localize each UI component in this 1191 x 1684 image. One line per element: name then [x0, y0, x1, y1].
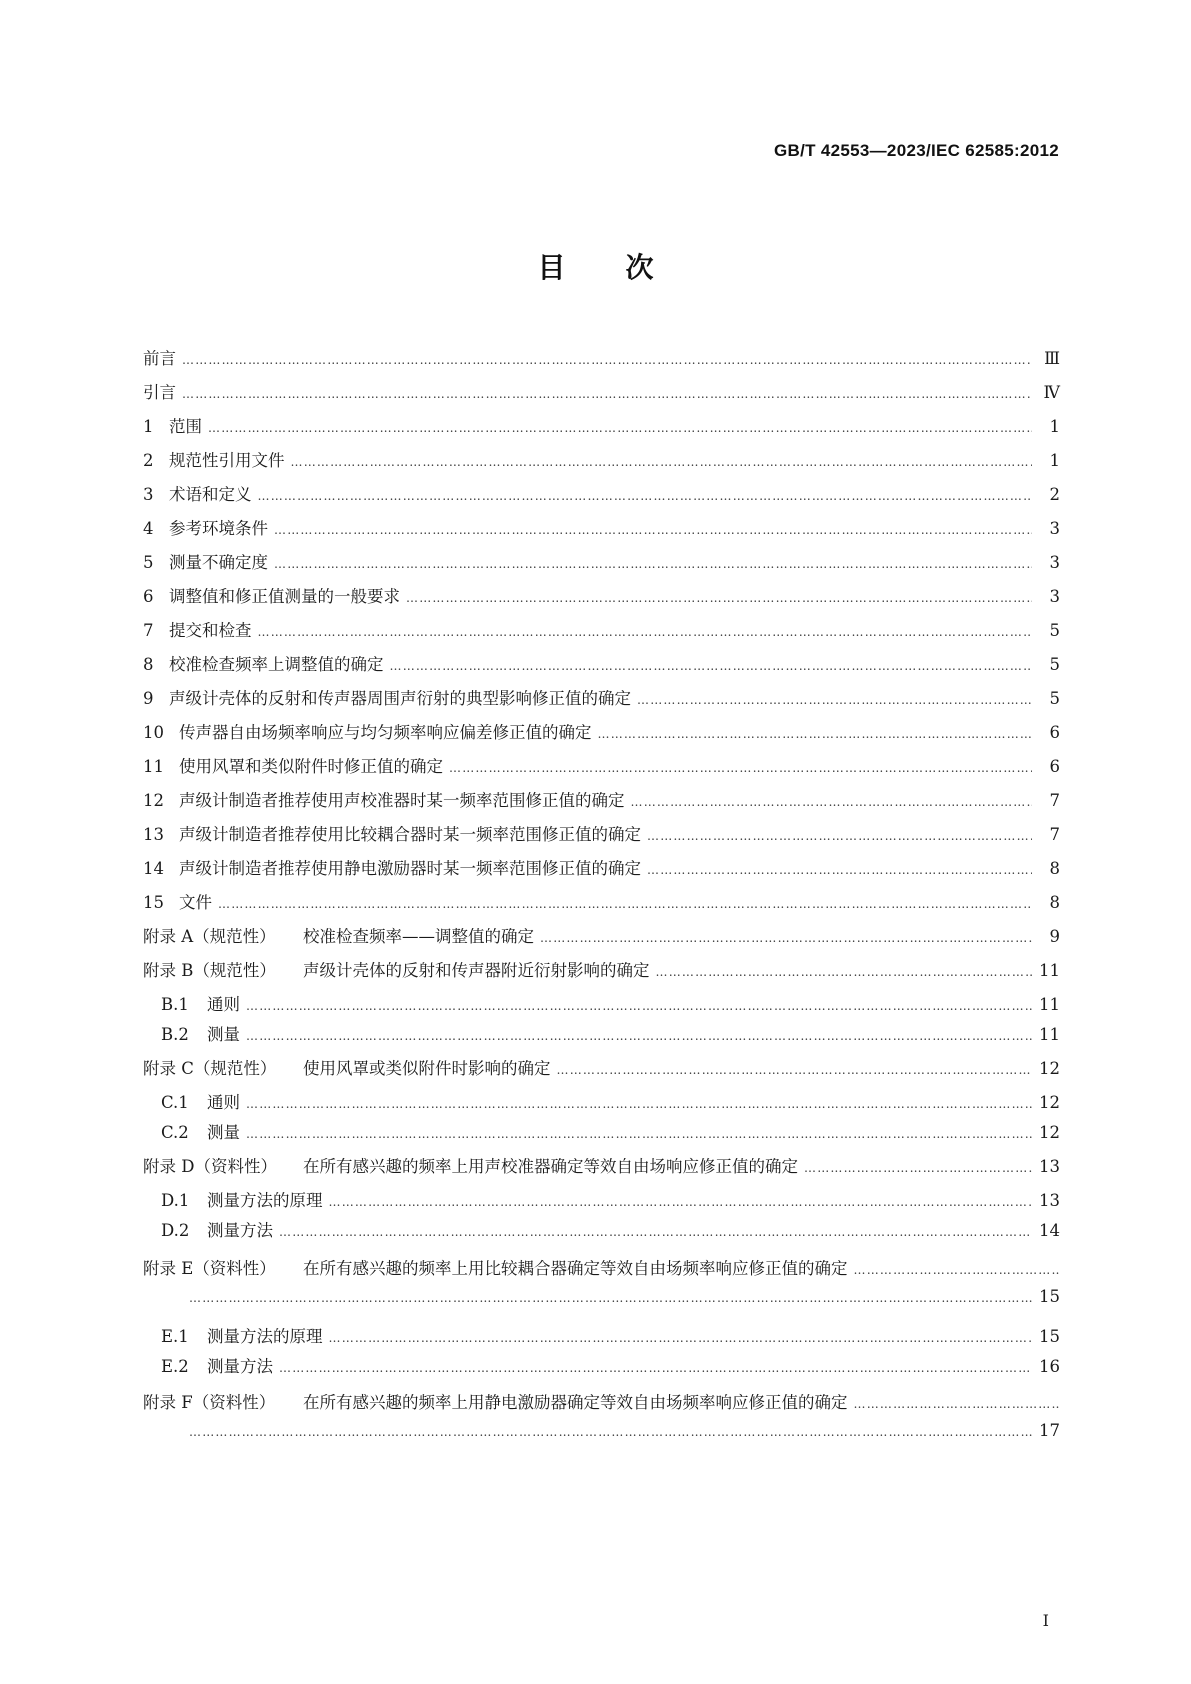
- toc-entry-label: 校准检查频率上调整值的确定: [169, 655, 384, 674]
- toc-entry-label: 提交和检查: [169, 621, 252, 640]
- toc-entry-page: 8: [1049, 859, 1060, 878]
- toc-entry-number: 附录 E（资料性）: [143, 1259, 276, 1278]
- toc-leader-dots: [182, 353, 1032, 367]
- toc-entry-number: 7: [143, 621, 154, 640]
- toc-entry-clause-1[interactable]: [143, 413, 1060, 439]
- toc-entry-page: 9: [1049, 927, 1060, 946]
- toc-leader-dots: [274, 557, 1032, 571]
- toc-entry-label: 使用风罩和类似附件时修正值的确定: [179, 757, 443, 776]
- toc-entry-page: 12: [1039, 1123, 1060, 1142]
- toc-entry-number: D.1: [161, 1191, 190, 1210]
- toc-entry-label: 校准检查频率——调整值的确定: [303, 927, 534, 946]
- toc-entry-label: 声级计制造者推荐使用比较耦合器时某一频率范围修正值的确定: [179, 825, 641, 844]
- toc-entry-number: 5: [143, 553, 154, 572]
- toc-leader-dots: [246, 999, 1032, 1013]
- toc-entry-annex-f-continuation[interactable]: [189, 1421, 1060, 1447]
- toc-entry-c-2[interactable]: [161, 1119, 1060, 1145]
- toc-leader-dots: [279, 1225, 1032, 1239]
- toc-entry-clause-8[interactable]: [143, 651, 1060, 677]
- toc-entry-number: C.2: [161, 1123, 189, 1142]
- toc-entry-clause-2[interactable]: [143, 447, 1060, 473]
- toc-leader-dots: [246, 1127, 1032, 1141]
- toc-entry-label: 测量: [207, 1123, 240, 1142]
- toc-entry-number: 6: [143, 587, 154, 606]
- toc-entry-clause-5[interactable]: [143, 549, 1060, 575]
- toc-entry-page: 11: [1039, 1025, 1060, 1044]
- toc-leader-dots: [854, 1263, 1061, 1277]
- toc-entry-d-2[interactable]: [161, 1217, 1060, 1243]
- toc-entry-page: 15: [1039, 1287, 1060, 1306]
- toc-leader-dots: [258, 625, 1033, 639]
- toc-entry-label: 术语和定义: [169, 485, 252, 504]
- toc-entry-number: 15: [143, 893, 164, 912]
- toc-entry-number: E.1: [161, 1327, 189, 1346]
- toc-entry-d-1[interactable]: [161, 1187, 1060, 1213]
- toc-entry-page: 1: [1049, 451, 1060, 470]
- toc-entry-page: 3: [1049, 519, 1060, 538]
- toc-entry-label: 通则: [207, 995, 240, 1014]
- toc-entry-page: 15: [1039, 1327, 1060, 1346]
- toc-entry-label: 声级计壳体的反射和传声器附近衍射影响的确定: [303, 961, 650, 980]
- toc-entry-label: 测量方法的原理: [207, 1191, 323, 1210]
- toc-entry-clause-4[interactable]: [143, 515, 1060, 541]
- toc-leader-dots: [804, 1161, 1032, 1175]
- toc-entry-label: 引言: [143, 383, 176, 402]
- toc-leader-dots: [449, 761, 1032, 775]
- toc-entry-number: B.1: [161, 995, 189, 1014]
- toc-entry-clause-12[interactable]: [143, 787, 1060, 813]
- toc-entry-number: 附录 C（规范性）: [143, 1059, 277, 1078]
- toc-entry-page: 2: [1049, 485, 1060, 504]
- toc-leader-dots: [182, 387, 1032, 401]
- toc-entry-number: 8: [143, 655, 154, 674]
- toc-entry-label: 在所有感兴趣的频率上用比较耦合器确定等效自由场频率响应修正值的确定: [303, 1259, 848, 1278]
- page-folio: I: [1042, 1611, 1049, 1630]
- toc-entry-clause-13[interactable]: [143, 821, 1060, 847]
- toc-entry-number: 12: [143, 791, 164, 810]
- toc-entry-foreword[interactable]: [143, 345, 1060, 371]
- toc-leader-dots: [598, 727, 1033, 741]
- toc-entry-annex-b[interactable]: [143, 957, 1060, 983]
- toc-entry-number: C.1: [161, 1093, 189, 1112]
- toc-leader-dots: [291, 455, 1033, 469]
- toc-leader-dots: [208, 421, 1032, 435]
- toc-entry-clause-10[interactable]: [143, 719, 1060, 745]
- toc-entry-label: 前言: [143, 349, 176, 368]
- toc-leader-dots: [647, 863, 1032, 877]
- toc-entry-number: 附录 A（规范性）: [143, 927, 276, 946]
- toc-leader-dots: [274, 523, 1032, 537]
- toc-leader-dots: [246, 1029, 1032, 1043]
- toc-entry-number: 10: [143, 723, 164, 742]
- toc-entry-label: 测量不确定度: [169, 553, 268, 572]
- toc-entry-page: 12: [1039, 1059, 1060, 1078]
- toc-entry-number: 附录 F（资料性）: [143, 1393, 276, 1412]
- toc-leader-dots: [854, 1397, 1061, 1411]
- toc-entry-number: 附录 B（规范性）: [143, 961, 276, 980]
- toc-entry-label: 规范性引用文件: [169, 451, 285, 470]
- toc-entry-e-1[interactable]: [161, 1323, 1060, 1349]
- toc-entry-number: 附录 D（资料性）: [143, 1157, 277, 1176]
- toc-leader-dots: [258, 489, 1033, 503]
- toc-entry-clause-6[interactable]: [143, 583, 1060, 609]
- toc-leader-dots: [246, 1097, 1032, 1111]
- toc-entry-b-2[interactable]: [161, 1021, 1060, 1047]
- toc-leader-dots: [540, 931, 1032, 945]
- toc-entry-number: 11: [143, 757, 164, 776]
- toc-entry-page: Ⅳ: [1043, 383, 1060, 402]
- toc-entry-annex-e[interactable]: [143, 1255, 1060, 1281]
- toc-entry-e-2[interactable]: [161, 1353, 1060, 1379]
- toc-entry-clause-3[interactable]: [143, 481, 1060, 507]
- toc-entry-page: Ⅲ: [1044, 349, 1060, 368]
- toc-entry-page: 3: [1049, 587, 1060, 606]
- toc-leader-dots: [557, 1063, 1033, 1077]
- toc-entry-label: 声级计壳体的反射和传声器周围声衍射的典型影响修正值的确定: [169, 689, 631, 708]
- toc-entry-label: 测量方法的原理: [207, 1327, 323, 1346]
- toc-entry-page: 11: [1039, 995, 1060, 1014]
- toc-leader-dots: [406, 591, 1032, 605]
- toc-entry-page: 12: [1039, 1093, 1060, 1112]
- toc-entry-page: 6: [1049, 723, 1060, 742]
- toc-entry-label: 声级计制造者推荐使用静电激励器时某一频率范围修正值的确定: [179, 859, 641, 878]
- toc-entry-number: 4: [143, 519, 154, 538]
- toc-entry-page: 5: [1049, 655, 1060, 674]
- toc-entry-label: 调整值和修正值测量的一般要求: [169, 587, 400, 606]
- page-title: 目次: [537, 251, 714, 284]
- toc-entry-number: D.2: [161, 1221, 190, 1240]
- toc-entry-label: 参考环境条件: [169, 519, 268, 538]
- toc-entry-b-1[interactable]: [161, 991, 1060, 1017]
- toc-entry-label: 通则: [207, 1093, 240, 1112]
- toc-entry-label: 传声器自由场频率响应与均匀频率响应偏差修正值的确定: [179, 723, 592, 742]
- toc-entry-label: 测量: [207, 1025, 240, 1044]
- toc-entry-page: 6: [1049, 757, 1060, 776]
- toc-entry-label: 声级计制造者推荐使用声校准器时某一频率范围修正值的确定: [179, 791, 625, 810]
- toc-entry-annex-f[interactable]: [143, 1389, 1060, 1415]
- toc-entry-page: 16: [1039, 1357, 1060, 1376]
- toc-leader-dots: [656, 965, 1033, 979]
- toc-entry-label: 在所有感兴趣的频率上用静电激励器确定等效自由场频率响应修正值的确定: [303, 1393, 848, 1412]
- toc-entry-page: 13: [1039, 1157, 1060, 1176]
- toc-entry-annex-a[interactable]: [143, 923, 1060, 949]
- toc-entry-number: 2: [143, 451, 154, 470]
- toc-entry-number: 3: [143, 485, 154, 504]
- toc-leader-dots: [637, 693, 1032, 707]
- toc-leader-dots: [390, 659, 1033, 673]
- toc-entry-label: 测量方法: [207, 1357, 273, 1376]
- toc-leader-dots: [329, 1331, 1033, 1345]
- toc-entry-annex-e-continuation[interactable]: [189, 1287, 1060, 1313]
- toc-entry-page: 3: [1049, 553, 1060, 572]
- toc-leader-dots: [647, 829, 1032, 843]
- toc-entry-label: 文件: [179, 893, 212, 912]
- toc-entry-page: 7: [1049, 791, 1060, 810]
- toc-entry-label: 范围: [169, 417, 202, 436]
- toc-entry-clause-7[interactable]: [143, 617, 1060, 643]
- toc-leader-dots: [329, 1195, 1033, 1209]
- toc-entry-label: 使用风罩或类似附件时影响的确定: [303, 1059, 551, 1078]
- toc-entry-page: 14: [1039, 1221, 1060, 1240]
- toc-entry-number: 9: [143, 689, 154, 708]
- toc-entry-label: 测量方法: [207, 1221, 273, 1240]
- toc-entry-annex-c[interactable]: [143, 1055, 1060, 1081]
- toc-leader-dots: [189, 1291, 1032, 1305]
- toc-entry-page: 1: [1049, 417, 1060, 436]
- toc-leader-dots: [218, 897, 1032, 911]
- toc-entry-page: 5: [1049, 689, 1060, 708]
- toc-leader-dots: [279, 1361, 1032, 1375]
- standard-number: GB/T 42553—2023/IEC 62585:2012: [774, 141, 1059, 160]
- toc-entry-annex-d[interactable]: [143, 1153, 1060, 1179]
- toc-entry-page: 11: [1039, 961, 1060, 980]
- toc-entry-page: 8: [1049, 893, 1060, 912]
- toc-entry-number: E.2: [161, 1357, 189, 1376]
- toc-entry-clause-15[interactable]: [143, 889, 1060, 915]
- toc-entry-number: 1: [143, 417, 154, 436]
- toc-entry-page: 13: [1039, 1191, 1060, 1210]
- toc-entry-page: 5: [1049, 621, 1060, 640]
- toc-entry-page: 17: [1039, 1421, 1060, 1440]
- toc-entry-clause-9[interactable]: [143, 685, 1060, 711]
- toc-entry-introduction[interactable]: [143, 379, 1060, 405]
- toc-leader-dots: [189, 1425, 1032, 1439]
- toc-entry-number: B.2: [161, 1025, 189, 1044]
- toc-entry-page: 7: [1049, 825, 1060, 844]
- toc-entry-number: 14: [143, 859, 164, 878]
- toc-entry-c-1[interactable]: [161, 1089, 1060, 1115]
- toc-entry-clause-11[interactable]: [143, 753, 1060, 779]
- toc-leader-dots: [631, 795, 1033, 809]
- toc-entry-clause-14[interactable]: [143, 855, 1060, 881]
- toc-entry-label: 在所有感兴趣的频率上用声校准器确定等效自由场响应修正值的确定: [303, 1157, 798, 1176]
- toc-entry-number: 13: [143, 825, 164, 844]
